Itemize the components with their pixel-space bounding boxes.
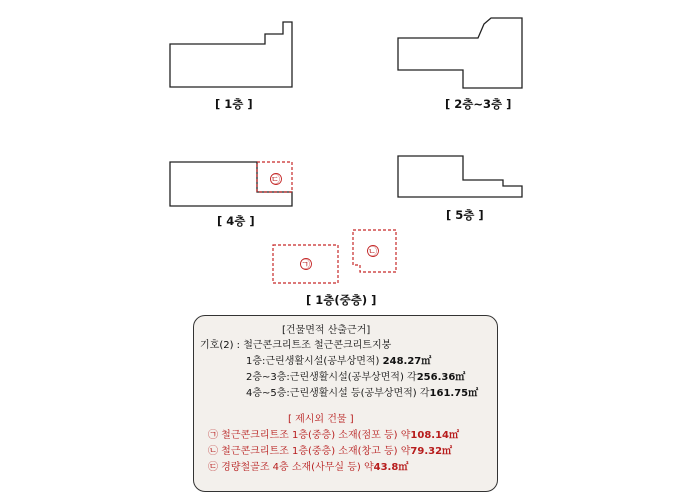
area-row-1-value: 248.27㎡ — [382, 356, 432, 367]
extra-row-3-value: 43.8㎡ — [373, 462, 409, 473]
extra-b-marker: ㉡ — [367, 247, 377, 258]
area-row-3-value: 161.75㎡ — [429, 388, 479, 399]
area-row-3-label: 4층~5층:근린생활시설 등(공부상면적) 각 — [246, 388, 430, 399]
extra-row-2-text: ㉡ 철근콘크리트조 1층(중층) 소재(창고 등) 약 — [208, 446, 411, 457]
floor-2-3-outline — [398, 18, 522, 88]
extra-c-marker: ㉢ — [270, 175, 280, 186]
floor-2-3-label: [ 2층~3층 ] — [445, 97, 512, 111]
area-basis-panel — [193, 315, 498, 492]
floor-1-outline — [170, 22, 292, 87]
floor-5-outline — [398, 156, 522, 197]
area-row-2-label: 2층~3층:근린생활시설(공부상면적) 각 — [246, 372, 417, 383]
area-row-3 — [246, 384, 478, 399]
extra-row-1 — [208, 426, 459, 441]
floor-4-label: [ 4층 ] — [217, 214, 255, 228]
extra-row-1-value: 108.14㎡ — [410, 430, 460, 441]
extra-a-marker: ㉠ — [300, 260, 310, 271]
area-row-2 — [246, 368, 465, 383]
extra-row-3-text: ㉢ 경량철골조 4층 소재(사무실 등) 약 — [208, 462, 374, 473]
extra-title: [ 제시외 건물 ] — [288, 414, 354, 425]
structure-line: 기호(2) : 철근콘크리트조 철근콘크리트지붕 — [200, 340, 392, 351]
floor-1-label: [ 1층 ] — [215, 97, 253, 111]
extra-row-2 — [208, 442, 452, 457]
extra-row-1-text: ㉠ 철근콘크리트조 1층(중층) 소재(점포 등) 약 — [208, 430, 411, 441]
extra-row-3 — [208, 458, 408, 473]
extra-row-2-value: 79.32㎡ — [410, 446, 453, 457]
area-row-1 — [246, 352, 431, 367]
area-row-1-label: 1층:근린생활시설(공부상면적) — [246, 356, 380, 367]
panel-title: [건물면적 산출근거] — [282, 325, 371, 336]
area-row-2-value: 256.36㎡ — [416, 372, 466, 383]
floor-1-mezz-label: [ 1층(중층) ] — [306, 293, 377, 307]
floor-5-label: [ 5층 ] — [446, 208, 484, 222]
